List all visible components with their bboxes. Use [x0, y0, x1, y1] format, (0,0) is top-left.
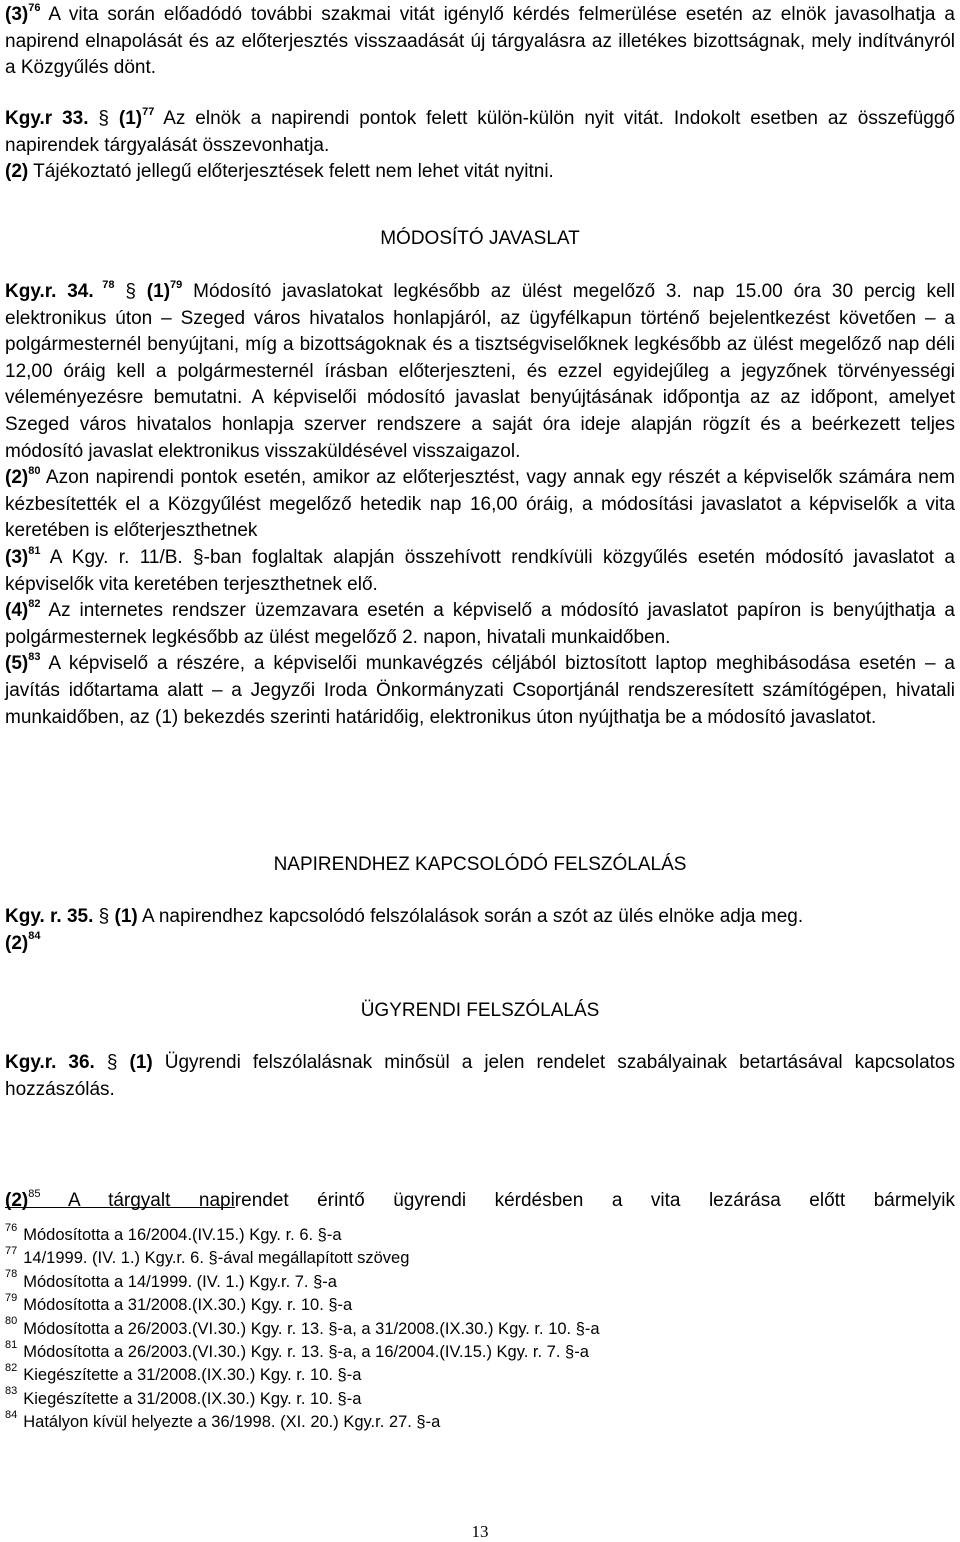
paragraph-number: (3) — [5, 4, 29, 25]
paragraph-text: A tárgyalt napirendet érintő ügyrendi kérdésben a vita lezárása előtt bármelyik — [40, 1190, 955, 1211]
footnote-ref[interactable]: 79 — [170, 278, 183, 291]
footnote-item: $^{82}$ Kiegészítette a 31/2008.(IX.30.) Kgy. r. 10. §-a — [5, 1361, 362, 1385]
paragraph-text: A Kgy. r. 11/B. §-ban foglaltak alapján összehívott rendkívüli közgyűlés esetén módosító javaslatot a képviselők vita keretében terjeszthetnek elő. — [5, 546, 955, 595]
footnote-item: $^{76}$ Módosította a 16/2004.(IV.15.) Kgy. r. 6. §-a — [5, 1221, 342, 1244]
paragraph-number: (1) — [109, 906, 138, 927]
paragraph-text: A vita során előadódó további szakmai vitát igénylő kérdés felmerülése esetén az elnök javasolhatja a napirend elnapolását és az előterjesztés visszaadását új tárgyalásra az illetékes bizottságnak, mely indítványról a Közgyűlés dönt. — [5, 4, 955, 79]
paragraph-number: (3) — [5, 546, 29, 568]
footnote-ref[interactable]: 84 — [28, 930, 41, 943]
footnote-separator — [5, 1207, 235, 1208]
footnote-item: $^{79}$ Módosította a 31/2008.(IX.30.) Kgy. r. 10. §-a — [5, 1291, 353, 1315]
section-ref: Kgy.r. 36. — [5, 1052, 95, 1073]
section-35 — [5, 904, 955, 957]
page-number: 13 — [471, 1522, 489, 1541]
footnote-ref[interactable]: 77 — [142, 105, 155, 118]
paragraph-number: (1) — [117, 1052, 153, 1073]
footnote-ref[interactable]: 83 — [28, 650, 41, 663]
section-ref: Kgy.r 33. — [5, 108, 89, 129]
paragraph-number: (5) — [5, 653, 29, 675]
heading-modosito-javaslat: MÓDOSÍTÓ JAVASLAT — [380, 228, 580, 249]
paragraph-text: A képviselő a részére, a képviselői munkavégzés céljából biztosított laptop meghibásodása esetén – a javítás időtartama alatt – a Jegyzői Iroda Önkormányzati Csoportjánál rendszeresített számítógépen, hivatali munkaidőben, az (1) bekezdés szerinti határidőig, elektronikus úton nyújthatja be a módosító javaslatot. — [5, 653, 955, 728]
paragraph-number: (1) — [135, 281, 171, 302]
footnote-item: $^{77}$ 14/1999. (IV. 1.) Kgy.r. 6. §-ával megállapított szöveg — [5, 1244, 410, 1268]
section-sign: § — [88, 108, 109, 129]
paragraph-text: Ügyrendi felszólalásnak minősül a jelen rendelet szabályainak betartásával kapcsolatos hozzászólás. — [5, 1052, 955, 1100]
section-sign: § — [114, 281, 136, 302]
paragraph-number: (2) — [5, 932, 29, 954]
document-page — [5, 0, 955, 1541]
footnote-ref[interactable]: 78 — [93, 278, 115, 291]
heading-napirendhez: NAPIRENDHEZ KAPCSOLÓDÓ FELSZÓLALÁS — [273, 854, 687, 875]
paragraph-text: Tájékoztató jellegű előterjesztések felett nem lehet vitát nyitni. — [28, 161, 554, 183]
section-33 — [5, 106, 955, 186]
section-sign: § — [93, 906, 110, 927]
section-ref: Kgy. r. 35. — [5, 906, 94, 927]
paragraph-text: A napirendhez kapcsolódó felszólalások során a szót az ülés elnöke adja meg. — [137, 906, 804, 927]
footnote-item: $^{81}$ Módosította a 26/2003.(VI.30.) Kgy. r. 13. §-a, a 16/2004.(IV.15.) Kgy. r. 7. §-a — [5, 1338, 589, 1362]
paragraph-number: (2) — [5, 467, 29, 489]
footnote-ref[interactable]: 76 — [28, 1, 41, 14]
paragraph-36-2 — [5, 1188, 955, 1215]
paragraph-number: (4) — [5, 600, 29, 622]
section-34 — [5, 279, 955, 731]
footnote-item: $^{84}$ Hatályon kívül helyezte a 36/1998. (XI. 20.) Kgy.r. 27. §-a — [5, 1408, 441, 1432]
footnote-ref[interactable]: 80 — [28, 464, 41, 477]
heading-ugyrendi: ÜGYRENDI FELSZÓLALÁS — [360, 1000, 600, 1021]
section-36 — [5, 1050, 955, 1103]
paragraph-text: Azon napirendi pontok esetén, amikor az előterjesztést, vagy annak egy részét a képviselők számára nem kézbesítették el a Közgyűlést megelőző hetedik nap 16,00 óráig, a módosítási javaslatot a képviselők a vita keretében is előterjeszthetnek — [5, 467, 955, 542]
footnotes — [5, 1221, 955, 1435]
footnote-item: $^{83}$ Kiegészítette a 31/2008.(IX.30.) Kgy. r. 10. §-a — [5, 1385, 362, 1408]
section-ref: Kgy.r. 34. — [5, 281, 94, 302]
footnote-ref[interactable]: 82 — [28, 597, 41, 610]
paragraph-text: Az elnök a napirendi pontok felett külön-külön nyit vitát. Indokolt esetben az összefüggő napirendek tárgyalását összevonhatja. — [5, 108, 955, 156]
section-sign: § — [94, 1052, 118, 1073]
paragraph-text: Az internetes rendszer üzemzavara esetén a képviselő a módosító javaslatot papíron is benyújthatja a polgármesternek legkésőbb az ülést megelőző 2. napon, hivatali munkaidőben. — [5, 600, 955, 648]
footnote-item: $^{80}$ Módosította a 26/2003.(VI.30.) Kgy. r. 13. §-a, a 31/2008.(IX.30.) Kgy. r. 10. §-a — [5, 1315, 600, 1338]
footnote-ref[interactable]: 81 — [28, 544, 41, 557]
paragraph-3-76 — [5, 2, 955, 82]
paragraph-text: Módosító javaslatokat legkésőbb az ülést megelőző 3. nap 15.00 óra 30 percig kell elektronikus úton – Szeged város hivatalos honlapjáról, az ügyfélkapun történő bejelentkezést követően – a polgármesternél benyújtani, míg a bizottságoknak és a tisztségviselőknek legkésőbb az ülést megelőző nap déli 12,00 óráig kell a polgármesternél írásban előterjeszteni, és ezzel egyidejűleg a jegyzőnek törvényességi véleményezésre bemutatni. A képviselői módosító javaslat benyújtásának időpontja az az időpont, amelyet Szeged város hivatalos honlapja szerver rendszere a saját óra ideje alapján rögzít és a beérkezett teljes módosító javaslat elektronikus visszaküldésével visszaigazol. — [5, 281, 955, 462]
footnote-item: $^{78}$ Módosította a 14/1999. (IV. 1.) Kgy.r. 7. §-a — [5, 1268, 337, 1291]
paragraph-number: (1) — [108, 108, 143, 129]
paragraph-number: (2) — [5, 161, 29, 183]
paragraph-number: (2) — [5, 1190, 29, 1211]
footnote-ref[interactable]: 85 — [28, 1187, 41, 1200]
